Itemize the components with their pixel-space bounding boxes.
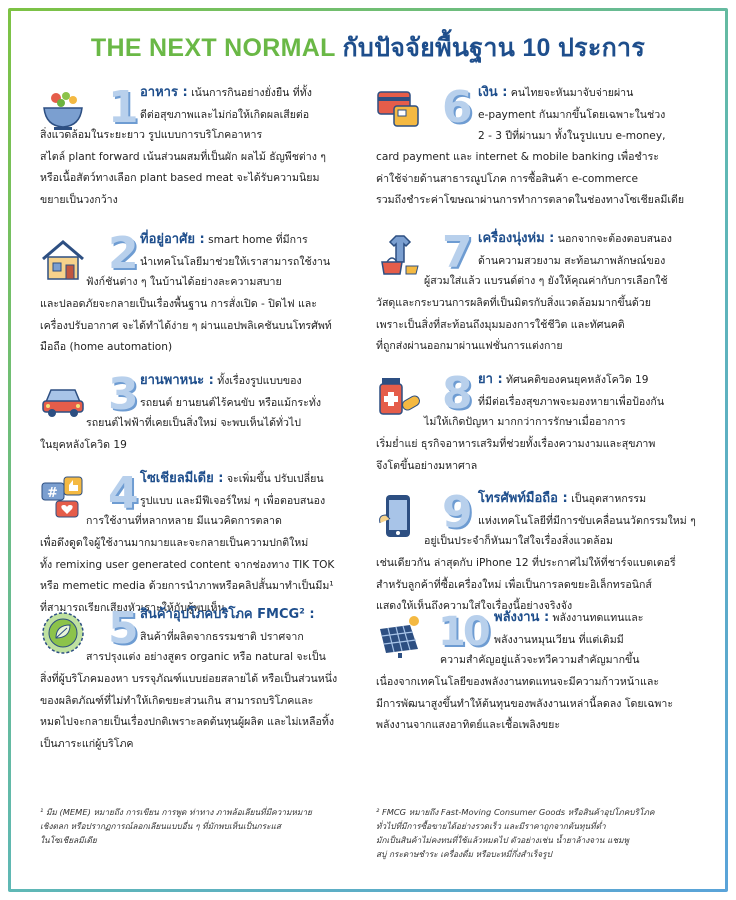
organic-badge-icon [40, 610, 86, 656]
item-line: ของผลิตภัณฑ์ที่ไม่ทำให้เกิดขยะส่วนเกิน สามารถบริโภคและ [40, 694, 314, 707]
payment-card-icon [376, 86, 422, 132]
item-number: 2 [108, 228, 139, 279]
item-number: 1 [108, 82, 139, 133]
item-number: 6 [442, 82, 473, 133]
item-heading: โซเชียลมีเดีย : [140, 471, 224, 486]
footnote-line: สบู่ กระดาษชำระ เครื่องดื่ม หรือบะหมี่กึ่งสำเร็จรูป [376, 849, 552, 859]
footnote-meme [40, 805, 360, 847]
item-line: ขยายเป็นวงกว้าง [40, 193, 118, 206]
item-line: ดีต่อสุขภาพและไม่ก่อให้เกิดผลเสียต่อ [140, 108, 310, 121]
item-line: เริ่มย่ำแย่ ธุรกิจอาหารเสริมที่ช่วยทั้งเรื่องความงามและสุขภาพ [376, 438, 656, 450]
item-line: เน้นการกินอย่างยั่งยืน ที่ทั้ง [191, 87, 312, 99]
item-line: อยู่เป็นประจำก็หันมาใส่ใจเรื่องสิ่งแวดล้อม [424, 535, 613, 547]
medicine-icon [376, 374, 422, 420]
item-line: เป็นอุตสาหกรรม [571, 493, 647, 505]
item-line: นอกจากจะต้องตอบสนอง [557, 233, 672, 245]
item-line: จะเพิ่มขึ้น ปรับเปลี่ยน [226, 473, 324, 485]
item-line: รถยนต์ไฟฟ้าที่เคยเป็นสิ่งใหม่ จะพบเห็นได้ทั่วไป [86, 417, 301, 429]
house-icon [40, 237, 86, 283]
item-line: คนไทยจะหันมาจับจ่ายผ่าน [510, 87, 634, 99]
page-title [0, 28, 736, 68]
item-line: สิ่งแวดล้อมในระยะยาว รูปแบบการบริโภคอาหาร [40, 129, 263, 141]
clothing-icon [376, 232, 422, 278]
item-line: เพราะเป็นสิ่งที่สะท้อนถึงมุมมองการใช้ชีวิต และทัศนคติ [376, 318, 625, 331]
smartphone-icon [376, 493, 422, 539]
item-heading: ยานพาหนะ : [140, 373, 214, 388]
item-line: หรือ memetic media ด้วยการนำภาพหรือคลิปสั้นมาทำเป็นมีม¹ [40, 580, 334, 592]
item-line: วัสดุและกระบวนการผลิตที่เป็นมิตรกับสิ่งแวดล้อมมากขึ้นด้วย [376, 297, 651, 309]
item-line: สารปรุงแต่ง อย่างสูตร organic หรือ natural จะเป็น [86, 651, 326, 663]
item-line: และปลอดภัยจะกลายเป็นเรื่องพื้นฐาน การสั่งเปิด - ปิดไฟ และ [40, 298, 317, 310]
item-heading: ยา : [478, 372, 503, 387]
item-line: เพื่อดึงดูดใจผู้ใช้งานมากมายและจะกลายเป็นความปกติใหม่ [40, 537, 309, 549]
item-line: มีการพัฒนาสูงขึ้นทำให้ต้นทุนของพลังงานเหล่านี้ลดลง โดยเฉพาะ [376, 697, 674, 710]
svg-text:#: # [47, 486, 58, 501]
item-line: ด้านความสวยงาม สะท้อนภาพลักษณ์ของ [478, 254, 666, 267]
item-line: smart home ที่มีการ [208, 234, 308, 246]
footnote-line: ¹ มีม (MEME) หมายถึง การเขียน การพูด ท่าทาง ภาพล้อเลียนที่มีความหมาย [40, 807, 312, 817]
item-line: ที่สามารถเรียกเสียงหัวเราะให้กับผู้พบเห็น [40, 601, 225, 614]
item-line: ทัศนคติของคนยุคหลังโควิด 19 [506, 374, 649, 386]
item-line: ทั้ง remixing user generated content จากช่องทาง TIK TOK [40, 558, 335, 571]
item-heading: อาหาร : [140, 85, 188, 100]
item-line: พลังงานหมุนเวียน ที่แต่เดิมมี [494, 633, 624, 646]
item-number: 8 [442, 368, 473, 419]
item-line: สำหรับลูกค้าที่ซื้อเครื่องใหม่ เพื่อเป็นการลดขยะอิเล็กทรอนิกส์ [376, 578, 652, 591]
item-line: เครื่องปรับอากาศ จะได้ทำได้ง่าย ๆ ผ่านแอปพลิเคชันบนโทรศัพท์ [40, 319, 332, 332]
item-heading: เครื่องนุ่งห่ม : [478, 231, 555, 246]
item-line: ในยุคหลังโควิด 19 [40, 439, 127, 451]
title-thai: กับปัจจัยพื้นฐาน 10 ประการ [342, 34, 646, 62]
item-line: หรือเนื้อสัตว์ทางเลือก plant based meat จะได้รับความนิยม [40, 172, 320, 184]
item-line: e-payment กันมากขึ้นโดยเฉพาะในช่วง [478, 108, 666, 121]
item-line: card payment และ internet & mobile banking เพื่อชำระ [376, 151, 659, 163]
item-line: แสดงให้เห็นถึงความใส่ใจเรื่องนี้อย่างจริงจัง [376, 600, 573, 612]
footnote-line: ในโซเชียลมีเดีย [40, 835, 97, 845]
solar-panel-icon [376, 613, 422, 659]
item-line: รูปแบบ และมีฟีเจอร์ใหม่ ๆ เพื่อตอบสนอง [140, 494, 326, 507]
item-line: พลังงานทดแทนและ [552, 612, 644, 624]
item-line: ค่าใช้จ่ายด้านสาธารณูปโภค การซื้อสินค้า e-commerce [376, 172, 639, 185]
item-line: เนื่องจากเทคโนโลยีของพลังงานทดแทนจะมีความก้าวหน้าและ [376, 676, 660, 688]
social-media-icon [40, 475, 86, 521]
item-line: สินค้าที่ผลิตจากธรรมชาติ ปราศจาก [140, 630, 304, 643]
item-number: 4 [108, 468, 139, 519]
item-number: 3 [108, 369, 139, 420]
item-line: ทั้งเรื่องรูปแบบของ [217, 375, 302, 387]
item-line: ฟังก์ชันต่าง ๆ ในบ้านได้อย่างละความสบาย [86, 276, 282, 288]
item-line: เป็นภาระแก่ผู้บริโภค [40, 737, 134, 750]
item-line: แห่งเทคโนโลยีที่มีการขับเคลื่อนนวัตกรรมใหม่ ๆ [478, 514, 696, 527]
item-number: 9 [442, 487, 473, 538]
item-line: รถยนต์ ยานยนต์ไร้คนขับ หรือแม้กระทั่ง [140, 396, 322, 409]
item-line: ที่มีต่อเรื่องสุขภาพจะมองหายาเพื่อป้องกัน [478, 395, 665, 408]
item-line: 2 - 3 ปีที่ผ่านมา ทั้งในรูปแบบ e-money, [478, 130, 666, 142]
item-line: ผู้สวมใส่แล้ว แบรนด์ต่าง ๆ ยังให้คุณค่ากับการเลือกใช้ [424, 275, 668, 287]
footnote-line: มักเป็นสินค้าไม่คงทนที่ใช้แล้วหมดไป ตัวอย่างเช่น น้ำยาล้างจาน แชมพู [376, 835, 630, 845]
item-line: สิ่งที่ผู้บริโภคมองหา บรรจุภัณฑ์แบบย่อยสลายได้ หรือเป็นส่วนหนึ่ง [40, 673, 338, 685]
item-heading: โทรศัพท์มือถือ : [478, 491, 568, 506]
footnote-fmcg [376, 805, 711, 861]
item-line: ไม่ให้เกิดปัญหา มากกว่าการรักษาเมื่ออาการ [424, 416, 626, 428]
item-heading: ที่อยู่อาศัย : [140, 232, 205, 247]
item-heading: พลังงาน : [494, 610, 550, 625]
item-line: เช่นเดียวกัน ล่าสุดกับ iPhone 12 ที่ประกาศไม่ให้ที่ชาร์จแบตเตอรี่ [376, 557, 676, 569]
car-icon [40, 376, 86, 422]
footnote-line: ทั่วไปที่มีการซื้อขายได้อย่างรวดเร็ว และมีราคาถูกจากต้นทุนที่ต่ำ [376, 821, 606, 831]
title-english: THE NEXT NORMAL [90, 34, 336, 62]
item-line: การใช้งานที่หลากหลาย มีแนวคิดการตลาด [86, 515, 282, 527]
item-heading: สินค้าอุปโภคบริโภค FMCG² : [140, 607, 315, 622]
item-line: หมดไปจะกลายเป็นเรื่องปกติเพราะลดต้นทุนผู้ผลิต และไม่เหลือทิ้ง [40, 716, 335, 728]
item-heading: เงิน : [478, 85, 508, 100]
item-line: จึงโตขึ้นอย่างมหาศาล [376, 459, 478, 472]
item-number: 10 [438, 609, 488, 655]
item-number: 5 [108, 603, 139, 654]
item-line: มือถือ (home automation) [40, 341, 173, 353]
item-line: ความสำคัญอยู่แล้วจะทวีความสำคัญมากขึ้น [440, 654, 640, 666]
footnote-line: เชิงตลก หรือปรากฏการณ์ลอกเลียนแบบอื่น ๆ ที่มักพบเห็นเป็นกระแส [40, 821, 281, 831]
item-line: ที่ถูกส่งผ่านออกมาผ่านแฟชั่นการแต่งกาย [376, 340, 563, 352]
footnote-line: ² FMCG หมายถึง Fast-Moving Consumer Goods หรือสินค้าอุปโภคบริโภค [376, 807, 655, 817]
item-line: นำเทคโนโลยีมาช่วยให้เราสามารถใช้งาน [140, 255, 331, 268]
item-line: พลังงานจากแสงอาทิตย์และเชื้อเพลิงขยะ [376, 719, 561, 731]
item-number: 7 [442, 227, 473, 278]
item-line: สไตล์ plant forward เน้นส่วนผสมที่เป็นผัก ผลไม้ ธัญพืชต่าง ๆ [40, 150, 326, 163]
item-line: รวมถึงชำระค่าโฆษณาผ่านการทำการตลาดในช่องทางโซเชียลมีเดีย [376, 194, 685, 206]
